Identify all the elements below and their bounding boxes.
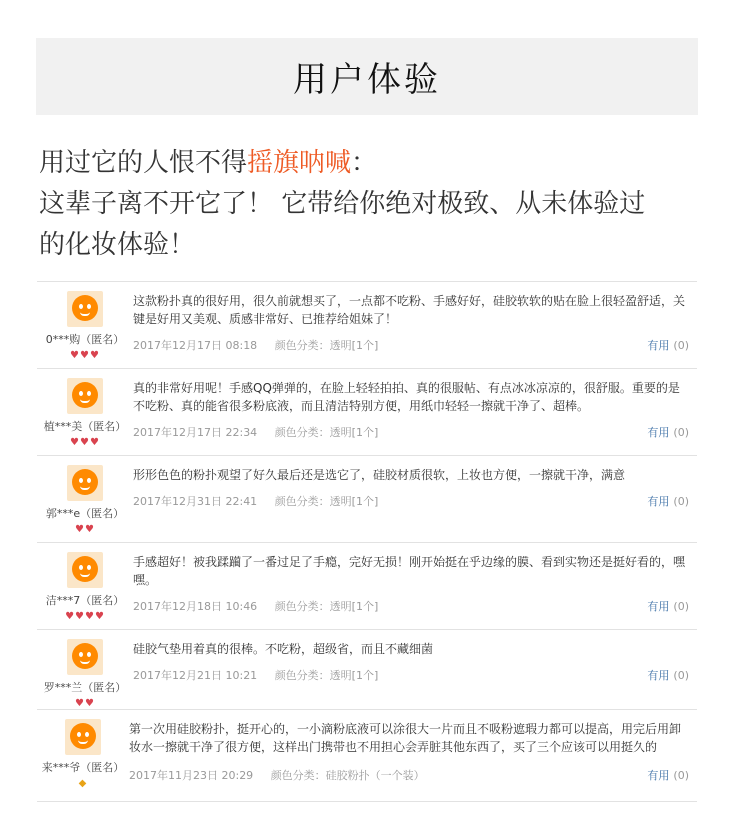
review-user	[37, 291, 133, 362]
useful-button[interactable]: 有用	[647, 669, 670, 682]
useful-count: (0)	[673, 339, 689, 352]
reviewer-name: 植***美（匿名）	[43, 420, 127, 433]
review-comment: 这款粉扑真的很好用，很久前就想买了，一点都不吃粉、手感好好，硅胶软软的贴在脸上很轻盈舒适，关键是好用又美观、质感非常好、已推荐给姐妹了！	[133, 294, 686, 326]
intro-line-3: 的化妆体验！	[39, 230, 196, 260]
reviewer-name: 来***爷（匿名）	[41, 761, 125, 774]
useful-vote	[647, 667, 689, 683]
review-item	[37, 455, 697, 542]
review-user	[37, 552, 133, 623]
useful-vote	[647, 424, 689, 440]
page-title: 用户体验	[293, 60, 441, 100]
review-meta	[129, 767, 425, 783]
review-spec: 颜色分类：透明[1个]	[274, 669, 379, 682]
review-item	[37, 281, 697, 368]
intro-accent-text: 摇旗呐喊	[247, 148, 352, 178]
review-comment: 形形色色的粉扑观望了好久最后还是选它了，硅胶材质很软，上妆也方便，一擦就干净，满意	[133, 468, 626, 482]
useful-button[interactable]: 有用	[647, 769, 670, 782]
review-content	[133, 553, 689, 589]
avatar-icon	[67, 639, 103, 675]
review-meta	[133, 598, 378, 614]
review-user	[37, 719, 129, 790]
review-spec: 颜色分类：透明[1个]	[274, 600, 379, 613]
review-list	[37, 281, 697, 802]
reviewer-name: 郭***e（匿名）	[45, 507, 125, 520]
review-comment: 手感超好！被我蹂躏了一番过足了手瘾，完好无损！刚开始挺在乎边缘的膜、看到实物还是挺好看的，嘿嘿。	[133, 555, 686, 587]
heart-badge-icon: ♥♥♥♥	[65, 611, 105, 622]
useful-vote	[647, 598, 689, 614]
intro-text	[39, 143, 699, 266]
heart-badge-icon: ♥♥	[75, 524, 95, 535]
review-spec: 颜色分类：硅胶粉扑（一个装）	[270, 769, 425, 782]
useful-count: (0)	[673, 669, 689, 682]
useful-button[interactable]: 有用	[647, 426, 670, 439]
review-item	[37, 542, 697, 629]
review-date: 2017年11月23日 20:29	[129, 769, 254, 782]
intro-line-2: 这辈子离不开它了！ 它带给你绝对极致、从未体验过	[39, 189, 646, 219]
avatar-icon	[67, 465, 103, 501]
avatar-icon	[67, 552, 103, 588]
review-content	[129, 720, 689, 756]
review-content	[133, 379, 689, 415]
useful-count: (0)	[673, 600, 689, 613]
useful-count: (0)	[673, 495, 689, 508]
review-user	[37, 465, 133, 536]
review-meta	[133, 493, 378, 509]
heart-badge-icon: ♥♥	[75, 698, 95, 709]
review-spec: 颜色分类：透明[1个]	[274, 339, 379, 352]
useful-button[interactable]: 有用	[647, 495, 670, 508]
review-date: 2017年12月17日 08:18	[133, 339, 258, 352]
review-content	[133, 292, 689, 328]
useful-vote	[647, 493, 689, 509]
reviewer-name: 罗***兰（匿名）	[43, 681, 127, 694]
reviewer-name: 洁***7（匿名）	[45, 594, 125, 607]
avatar-icon	[67, 378, 103, 414]
review-comment: 硅胶气垫用着真的很棒。不吃粉，超级省，而且不藏细菌	[133, 642, 434, 656]
useful-vote	[647, 337, 689, 353]
review-item	[37, 629, 697, 709]
review-item	[37, 709, 697, 802]
avatar-icon	[65, 719, 101, 755]
review-meta	[133, 337, 378, 353]
intro-line-1-suffix: ：	[351, 148, 378, 178]
review-date: 2017年12月31日 22:41	[133, 495, 258, 508]
avatar-icon	[67, 291, 103, 327]
review-comment: 真的非常好用呢！手感QQ弹弹的，在脸上轻轻拍拍、真的很服帖、有点冰冰凉凉的，很舒服。重要的是不吃粉、真的能省很多粉底液，而且清洁特别方便，用纸巾轻轻一擦就干净了、超棒。	[133, 381, 680, 413]
review-date: 2017年12月18日 10:46	[133, 600, 258, 613]
intro-line-1	[39, 143, 699, 184]
review-user	[37, 378, 133, 449]
heart-badge-icon: ♥♥♥	[70, 437, 100, 448]
review-date: 2017年12月21日 10:21	[133, 669, 258, 682]
review-user	[37, 639, 133, 710]
intro-line-1-prefix: 用过它的人恨不得	[39, 148, 248, 178]
review-content	[133, 466, 689, 484]
heart-badge-icon: ♥♥♥	[70, 350, 100, 361]
review-comment: 第一次用硅胶粉扑，挺开心的，一小滴粉底液可以涂很大一片而且不吸粉遮瑕力都可以提高，用完后用卸妆水一擦就干净了很方便，这样出门携带也不用担心会弄脏其他东西了，买了三个应该可以用挺久的	[129, 722, 682, 754]
review-spec: 颜色分类：透明[1个]	[274, 495, 379, 508]
useful-count: (0)	[673, 769, 689, 782]
useful-vote	[647, 767, 689, 783]
review-spec: 颜色分类：透明[1个]	[274, 426, 379, 439]
header-band	[36, 38, 698, 115]
review-meta	[133, 667, 378, 683]
review-date: 2017年12月17日 22:34	[133, 426, 258, 439]
heart-badge-icon: ◆	[78, 778, 88, 789]
useful-count: (0)	[673, 426, 689, 439]
useful-button[interactable]: 有用	[647, 339, 670, 352]
useful-button[interactable]: 有用	[647, 600, 670, 613]
review-item	[37, 368, 697, 455]
review-content	[133, 640, 689, 658]
reviewer-name: 0***购（匿名）	[45, 333, 125, 346]
review-meta	[133, 424, 378, 440]
